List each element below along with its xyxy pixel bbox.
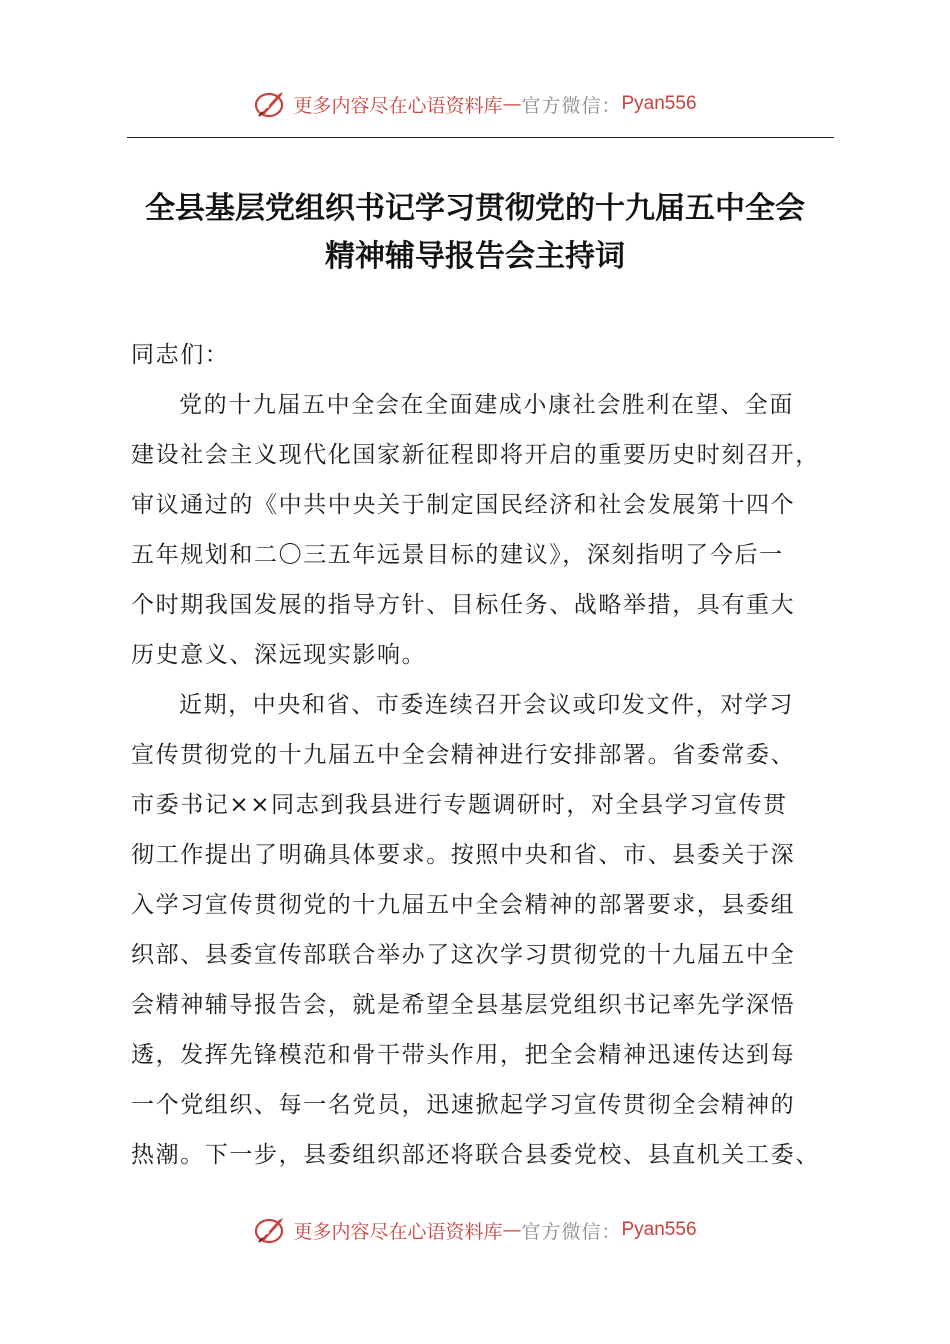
body-line: 彻工作提出了明确具体要求。按照中央和省、市、县委关于深: [131, 842, 796, 868]
body-line: 五年规划和二〇三五年远景目标的建议》，深刻指明了今后一: [131, 542, 784, 568]
banner-red-text: 更多内容尽在心语资料库: [293, 1220, 503, 1243]
footer-banner: [0, 1210, 950, 1250]
body-line: 历史意义、深远现实影响。: [131, 642, 427, 668]
body-line: 热潮。下一步，县委组织部还将联合县委党校、县直机关工委、: [131, 1142, 820, 1168]
body-line: 宣传贯彻党的十九届五中全会精神进行安排部署。省委常委、: [131, 742, 796, 768]
body-line: 建设社会主义现代化国家新征程即将开启的重要历史时刻召开，: [131, 442, 820, 468]
body-line: 入学习宣传贯彻党的十九届五中全会精神的部署要求，县委组: [131, 892, 796, 918]
body-line: 织部、县委宣传部联合举办了这次学习贯彻党的十九届五中全: [131, 942, 796, 968]
body-line: 透，发挥先锋模范和骨干带头作用，把全会精神迅速传达到每: [131, 1042, 796, 1068]
header-divider: [127, 137, 834, 138]
body-line: 党的十九届五中全会在全面建成小康社会胜利在望、全面: [179, 392, 794, 418]
banner-wechat-label: 官方微信：: [521, 1220, 622, 1243]
pen-quill-logo-icon: [253, 1212, 289, 1248]
body-line: 会精神辅导报告会，就是希望全县基层党组织书记率先学深悟: [131, 992, 796, 1018]
banner-dash: —: [502, 93, 522, 115]
body-line: 个时期我国发展的指导方针、目标任务、战略举措，具有重大: [131, 592, 796, 618]
banner-wechat-id: Pyan556: [621, 1219, 697, 1240]
banner-dash: —: [502, 1219, 522, 1241]
banner-wechat-label: 官方微信：: [521, 94, 622, 117]
banner-wechat-id: Pyan556: [621, 93, 697, 114]
pen-quill-logo-icon: [253, 86, 289, 122]
body-line: 近期，中央和省、市委连续召开会议或印发文件，对学习: [179, 692, 794, 718]
document-title-line2: 精神辅导报告会主持词: [325, 239, 625, 274]
body-line: 审议通过的《中共中央关于制定国民经济和社会发展第十四个: [131, 492, 796, 518]
body-line: 一个党组织、每一名党员，迅速掀起学习宣传贯彻全会精神的: [131, 1092, 796, 1118]
body-line: 市委书记××同志到我县进行专题调研时，对全县学习宣传贯: [131, 792, 788, 818]
document-title-line1: 全县基层党组织书记学习贯彻党的十九届五中全会: [145, 191, 805, 226]
header-banner: [0, 84, 950, 124]
banner-red-text: 更多内容尽在心语资料库: [293, 94, 503, 117]
salutation: 同志们：: [131, 342, 230, 368]
